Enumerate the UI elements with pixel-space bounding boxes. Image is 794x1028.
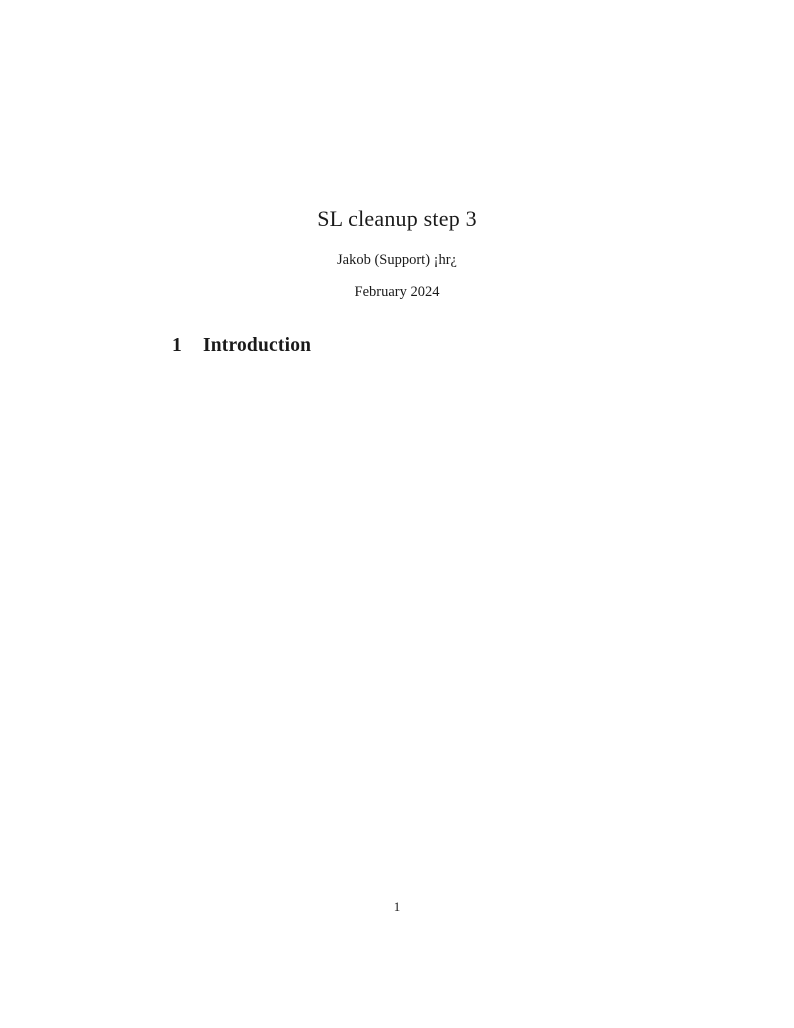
document-title: SL cleanup step 3: [317, 206, 477, 231]
section-number: 1: [172, 335, 182, 356]
document-author: Jakob (Support) ¡hr¿: [336, 252, 457, 268]
page-number: 1: [393, 899, 401, 914]
document-date: February 2024: [354, 284, 440, 300]
section-heading-introduction: [172, 335, 311, 357]
section-title: Introduction: [202, 335, 312, 356]
